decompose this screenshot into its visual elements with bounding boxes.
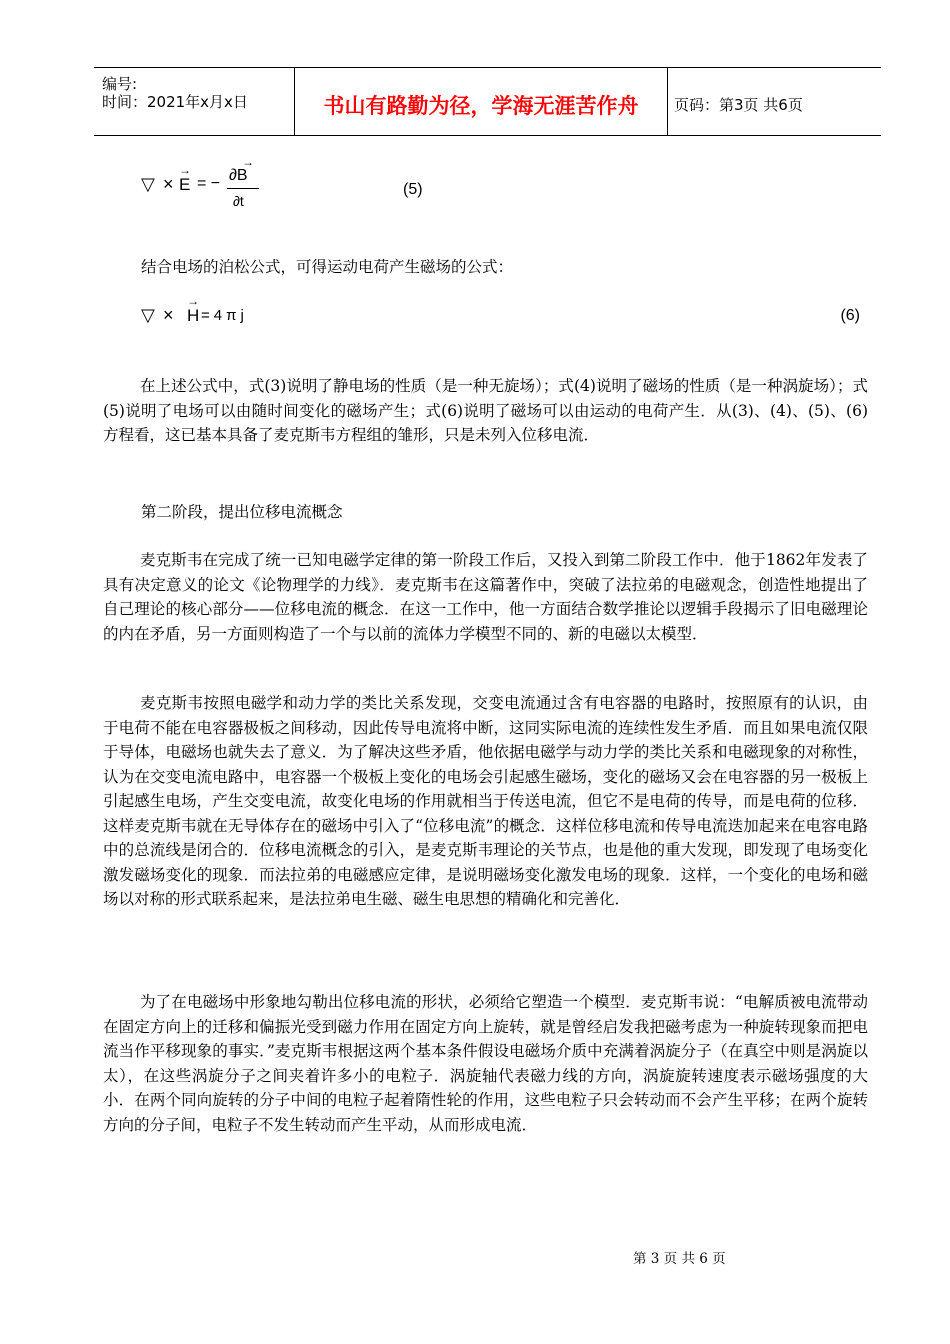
times-symbol: × [163,174,174,194]
equation-5 [141,163,441,215]
nabla-symbol: ▽ [141,174,155,194]
field-e-vector: → E [179,175,190,195]
page-header [94,67,881,136]
fraction-denominator: ∂t [233,193,244,209]
header-motto: 书山有路勤为径，学海无涯苦作舟 [323,94,639,118]
field-h-vector: → H [187,306,199,326]
section-heading-stage-two: 第二阶段，提出位移电流概念 [141,503,343,521]
equation-6-rhs: =4πj [201,307,248,324]
equals-minus: = − [197,175,221,192]
equation-5-number: (5) [403,181,423,198]
document-time-label: 时间：2021年x月x日 [102,93,248,111]
page-footer: 第 3 页 共 6 页 [633,1251,726,1267]
fraction-bar [227,188,259,189]
paragraph-analogy: 麦克斯韦按照电磁学和动力学的类比关系发现，交变电流通过含有电容器的电路时，按照原有的认识，由于电荷不能在电容器极板之间移动，因此传导电流将中断，这同实际电流的连续性发生矛盾．而且如果电流仅限于导体，电磁场也就失去了意义．为了解决这些矛盾，他依据电磁学与动力学的类比关系和电磁现象的对称性，认为在交变电流电路中，电容器一个极板上变化的电场会引起感生磁场，变化的磁场又会在电容器的另一极板上引起感生电场，产生交变电流，故变化电场的作用就相当于传送电流，但它不是电荷的传导，而是电荷的位移．这样麦克斯韦就在无导体存在的磁场中引入了“位移电流”的概念．这样位移电流和传导电流迭加起来在电容电路中的总流线是闭合的．位移电流概念的引入，是麦克斯韦理论的关节点，也是他的重大发现，即发现了电场变化激发磁场变化的现象．而法拉弟的电磁感应定律，是说明磁场变化激发电场的现象．这样，一个变化的电场和磁场以对称的形式联系起来，是法拉弟电生磁、磁生电思想的精确化和完善化． [103,694,868,908]
paragraph-displacement-current: 麦克斯韦在完成了统一已知电磁学定律的第一阶段工作后，又投入到第二阶段工作中．他于1862年发表了具有决定意义的论文《论物理学的力线》．麦克斯韦在这篇著作中，突破了法拉弟的电磁观念，创造性地提出了自己理论的核心部分——位移电流的概念．在这一工作中，他一方面结合数学推论以逻辑手段揭示了旧电磁理论的内在矛盾，另一方面则构造了一个与以前的流体力学模型不同的、新的电磁以太模型． [103,551,868,643]
paragraph-equation-summary: 在上述公式中，式(3)说明了静电场的性质（是一种无旋场）；式(4)说明了磁场的性质（是一种涡旋场）；式(5)说明了电场可以由随时间变化的磁场产生；式(6)说明了磁场可以由运动的电荷产生．从(3)、(4)、(5)、(6)方程看，这已基本具备了麦克斯韦方程组的雏形，只是未列入位移电流． [103,377,868,444]
document-number-label: 编号: [102,75,138,93]
header-center-cell [294,68,668,135]
equation-6-intro: 结合电场的泊松公式，可得运动电荷产生磁场的公式： [141,258,514,276]
header-right-cell [668,68,881,135]
header-left-cell [94,68,294,135]
equation-6-number: (6) [840,307,860,324]
nabla-symbol: ▽ [141,305,155,325]
fraction-numerator: ∂B [229,167,248,184]
field-b-arrow [242,167,252,183]
header-page-info: 页码：第3页 共6页 [674,96,803,114]
times-symbol: × [163,305,174,325]
paragraph-vortex-model: 为了在电磁场中形象地勾勒出位移电流的形状，必须给它塑造一个模型．麦克斯韦说：“电解质被电流带动在固定方向上的迁移和偏振光受到磁力作用在固定方向上旋转，就是曾经启发我把磁考虑为一种旋转现象而把电流当作平移现象的事实．”麦克斯韦根据这两个基本条件假设电磁场介质中充满着涡旋分子（在真空中则是涡旋以太），在这些涡旋分子之间夹着许多小的电粒子．涡旋轴代表磁力线的方向，涡旋旋转速度表示磁场强度的大小．在两个同向旋转的分子中间的电粒子起着隋性轮的作用，这些电粒子只会转动而不会产生平移；在两个旋转方向的分子间，电粒子不发生转动而产生平动，从而形成电流． [103,993,868,1134]
equation-6 [141,303,866,333]
